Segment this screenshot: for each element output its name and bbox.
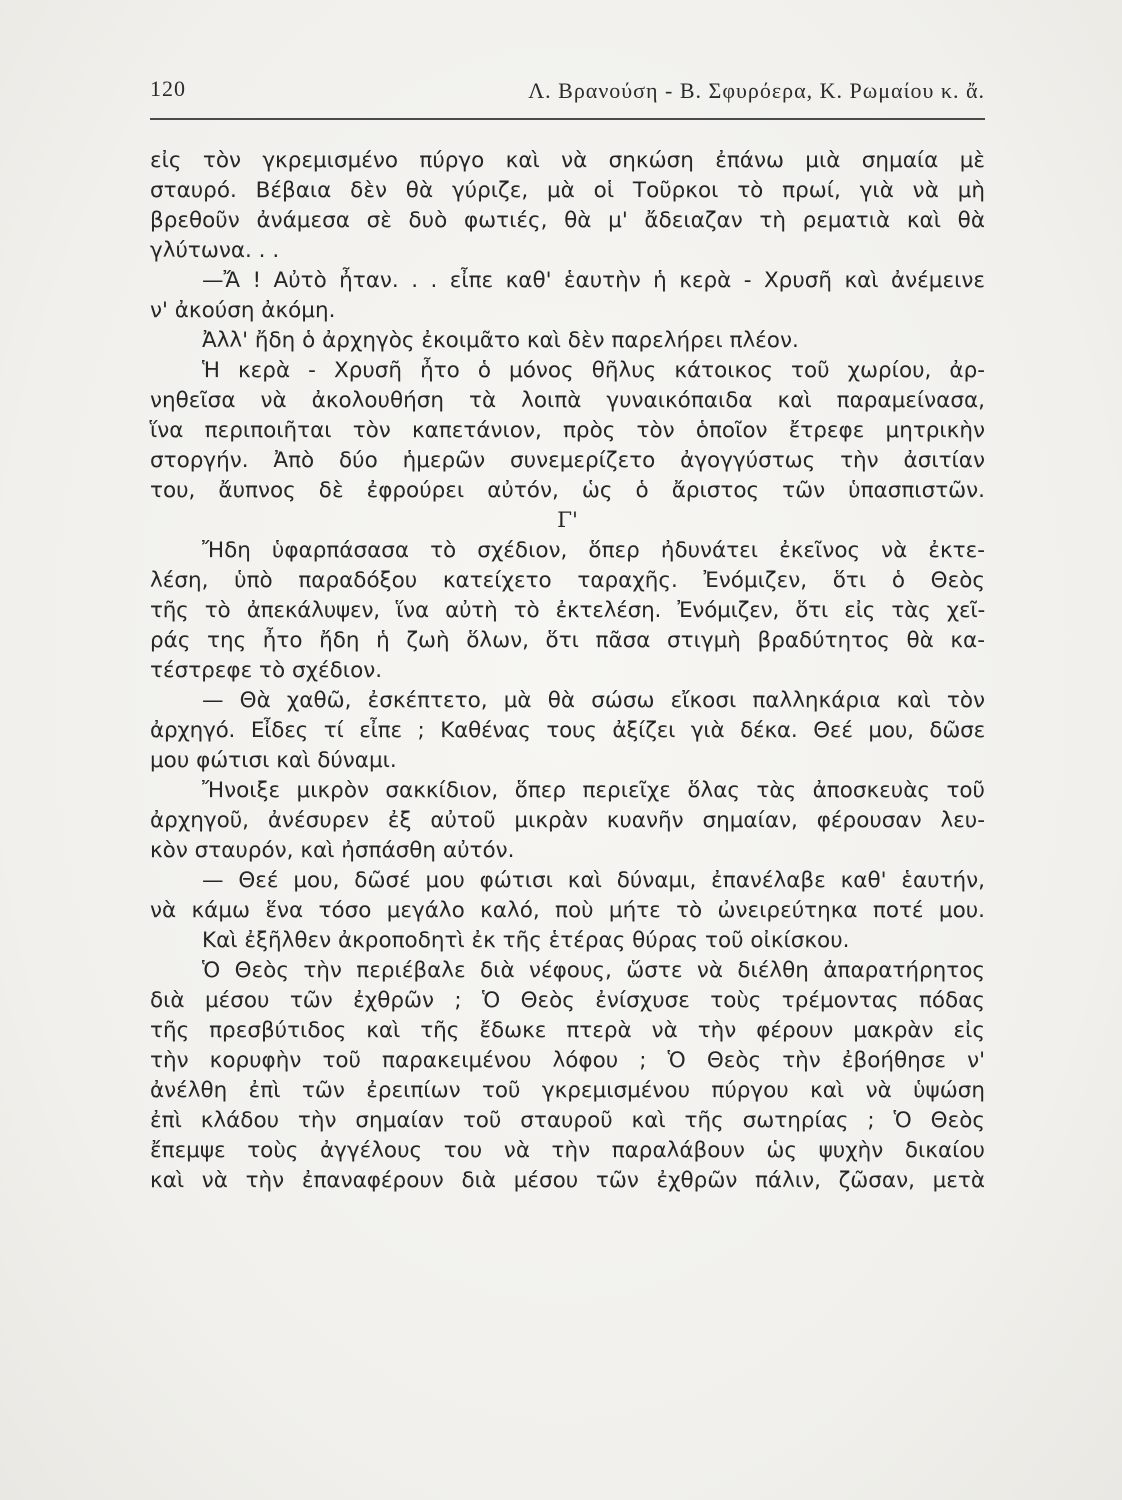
text-line: ἀρχηγό. Εἶδες τί εἶπε ; Καθένας τους ἀξίζει γιὰ δέκα. Θεέ μου, δῶσε <box>150 718 985 743</box>
text-line: βρεθοῦν ἀνάμεσα σὲ δυὸ φωτιές, θὰ μ' ἄδειαζαν τὴ ρεματιὰ καὶ θὰ <box>150 208 985 233</box>
page-number: 120 <box>150 76 186 101</box>
running-head: Λ. Βρανούση - Β. Σφυρόερα, Κ. Ρωμαίου κ. ἄ. <box>528 78 985 103</box>
text-line: ἔπεμψε τοὺς ἀγγέλους του νὰ τὴν παραλάβουν ὡς ψυχὴν δικαίου <box>150 1138 985 1163</box>
text-line: ἐπὶ κλάδου τὴν σημαίαν τοῦ σταυροῦ καὶ τῆς σωτηρίας ; Ὁ Θεὸς <box>150 1108 985 1133</box>
text-line: στοργήν. Ἀπὸ δύο ἡμερῶν συνεμερίζετο ἀγογγύστως τὴν ἀσιτίαν <box>150 448 985 473</box>
text-line: —Ἄ ! Αὐτὸ ἦταν. . . εἶπε καθ' ἑαυτὴν ἡ κερὰ - Χρυσῆ καὶ ἀνέμεινε <box>202 268 985 293</box>
text-line: Ἤδη ὑφαρπάσασα τὸ σχέδιον, ὅπερ ἠδυνάτει ἐκεῖνος νὰ ἐκτε- <box>202 538 985 563</box>
text-line: ἀνέλθη ἐπὶ τῶν ἐρειπίων τοῦ γκρεμισμένου πύργου καὶ νὰ ὑψώση <box>150 1078 985 1103</box>
page-header <box>150 72 985 120</box>
text-line: Καὶ ἐξῆλθεν ἀκροποδητὶ ἐκ τῆς ἑτέρας θύρας τοῦ οἰκίσκου. <box>202 928 850 953</box>
text-line: τέστρεφε τὸ σχέδιον. <box>150 658 383 683</box>
text-line: εἰς τὸν γκρεμισμένο πύργο καὶ νὰ σηκώση ἐπάνω μιὰ σημαία μὲ <box>150 148 985 173</box>
text-line: λέση, ὑπὸ παραδόξου κατείχετο ταραχῆς. Ἐνόμιζεν, ὅτι ὁ Θεὸς <box>150 568 985 593</box>
text-line: διὰ μέσου τῶν ἐχθρῶν ; Ὁ Θεὸς ἐνίσχυσε τοὺς τρέμοντας πόδας <box>150 988 985 1013</box>
text-line: ράς της ἦτο ἤδη ἡ ζωὴ ὅλων, ὅτι πᾶσα στιγμὴ βραδύτητος θὰ κα- <box>150 628 985 653</box>
text-line: του, ἄυπνος δὲ ἐφρούρει αὐτόν, ὡς ὁ ἄριστος τῶν ὑπασπιστῶν. <box>150 478 985 503</box>
text-line: τῆς πρεσβύτιδος καὶ τῆς ἔδωκε πτερὰ νὰ τὴν φέρουν μακρὰν εἰς <box>150 1018 985 1043</box>
section-heading: Γ' <box>557 508 578 533</box>
text-line: κὸν σταυρόν, καὶ ἠσπάσθη αὐτόν. <box>150 838 515 863</box>
text-line: ἀρχηγοῦ, ἀνέσυρεν ἐξ αὐτοῦ μικρὰν κυανῆν σημαίαν, φέρουσαν λευ- <box>150 808 985 833</box>
text-line: Ἀλλ' ἤδη ὁ ἀρχηγὸς ἐκοιμᾶτο καὶ δὲν παρελήρει πλέον. <box>202 328 799 353</box>
text-line: καὶ νὰ τὴν ἐπαναφέρουν διὰ μέσου τῶν ἐχθρῶν πάλιν, ζῶσαν, μετὰ <box>150 1168 985 1193</box>
text-line: Ἡ κερὰ - Χρυσῆ ἦτο ὁ μόνος θῆλυς κάτοικος τοῦ χωρίου, ἀρ- <box>202 358 985 383</box>
text-line: τὴν κορυφὴν τοῦ παρακειμένου λόφου ; Ὁ Θεὸς τὴν ἐβοήθησε ν' <box>150 1048 985 1073</box>
text-line: νηθεῖσα νὰ ἀκολουθήση τὰ λοιπὰ γυναικόπαιδα καὶ παραμείνασα, <box>150 388 985 413</box>
text-line: — Θὰ χαθῶ, ἐσκέπτετο, μὰ θὰ σώσω εἴκοσι παλληκάρια καὶ τὸν <box>202 688 985 713</box>
text-line: μου φώτισι καὶ δύναμι. <box>150 748 397 773</box>
text-line: νὰ κάμω ἕνα τόσο μεγάλο καλό, ποὺ μήτε τὸ ὠνειρεύτηκα ποτέ μου. <box>150 898 985 923</box>
body-text <box>150 146 985 1196</box>
text-line: σταυρό. Βέβαια δὲν θὰ γύριζε, μὰ οἱ Τοῦρκοι τὸ πρωί, γιὰ νὰ μὴ <box>150 178 985 203</box>
text-line: Ἤνοιξε μικρὸν σακκίδιον, ὅπερ περιεῖχε ὅλας τὰς ἀποσκευὰς τοῦ <box>202 778 985 803</box>
text-line: ἵνα περιποιῆται τὸν καπετάνιον, πρὸς τὸν ὁποῖον ἔτρεφε μητρικὴν <box>150 418 985 443</box>
text-line: Ὁ Θεὸς τὴν περιέβαλε διὰ νέφους, ὥστε νὰ διέλθη ἀπαρατήρητος <box>202 958 985 983</box>
text-line: — Θεέ μου, δῶσέ μου φώτισι καὶ δύναμι, ἐπανέλαβε καθ' ἑαυτήν, <box>202 868 985 893</box>
text-line: τῆς τὸ ἀπεκάλυψεν, ἵνα αὐτὴ τὸ ἐκτελέση. Ἐνόμιζεν, ὅτι εἰς τὰς χεῖ- <box>150 598 985 623</box>
text-line: γλύτωνα. . . <box>150 238 280 263</box>
text-line: ν' ἀκούση ἀκόμη. <box>150 298 336 323</box>
